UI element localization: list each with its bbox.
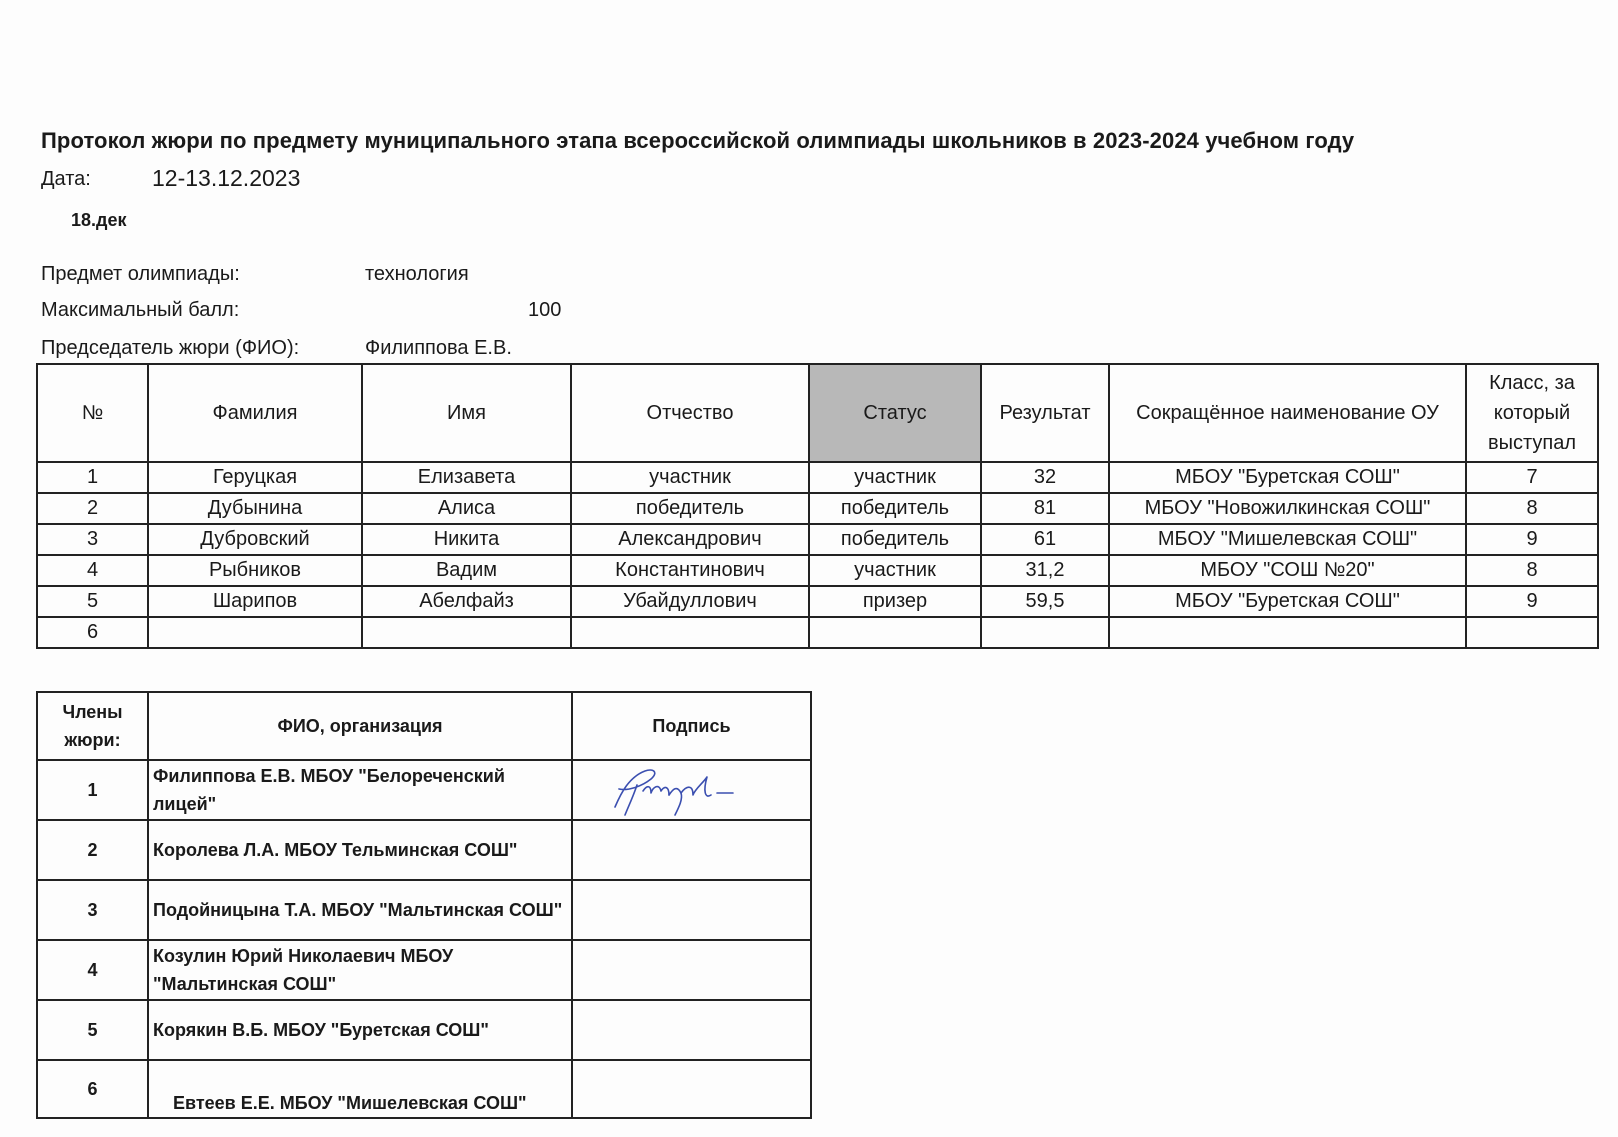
cell-name bbox=[362, 617, 571, 648]
table-row bbox=[37, 493, 1598, 524]
jury-row bbox=[37, 880, 811, 940]
cell-number: 1 bbox=[37, 462, 148, 493]
cell-grade: 8 bbox=[1466, 493, 1598, 524]
subject-value: технология bbox=[365, 263, 469, 285]
document-title: Протокол жюри по предмету муниципального этапа всероссийской олимпиады школьников в 2023-2024 учебном году bbox=[41, 128, 1355, 153]
cell-surname: Шарипов bbox=[148, 586, 362, 617]
jury-member: Евтеев Е.Е. МБОУ "Мишелевская СОШ" bbox=[148, 1060, 572, 1118]
cell-number: 2 bbox=[37, 493, 148, 524]
header-number: № bbox=[37, 364, 148, 462]
jury-row bbox=[37, 1060, 811, 1118]
cell-school: МБОУ "Мишелевская СОШ" bbox=[1109, 524, 1466, 555]
signature-cell bbox=[572, 1000, 811, 1060]
cell-status: победитель bbox=[809, 524, 981, 555]
header-result: Результат bbox=[981, 364, 1109, 462]
signature-cell bbox=[572, 820, 811, 880]
jury-row bbox=[37, 760, 811, 820]
date-note: 18.дек bbox=[71, 210, 127, 230]
header-patronymic: Отчество bbox=[571, 364, 809, 462]
jury-member: Корякин В.Б. МБОУ "Буретская СОШ" bbox=[148, 1000, 572, 1060]
header-signature: Подпись bbox=[572, 692, 811, 760]
cell-patronymic: Александрович bbox=[571, 524, 809, 555]
cell-grade bbox=[1466, 617, 1598, 648]
cell-result: 59,5 bbox=[981, 586, 1109, 617]
cell-school: МБОУ "Новожилкинская СОШ" bbox=[1109, 493, 1466, 524]
header-grade: Класс, за который выступал bbox=[1466, 364, 1598, 462]
subject-label: Предмет олимпиады: bbox=[41, 263, 240, 285]
cell-surname: Дубровский bbox=[148, 524, 362, 555]
cell-surname: Геруцкая bbox=[148, 462, 362, 493]
cell-status bbox=[809, 617, 981, 648]
handwritten-signature bbox=[607, 763, 767, 819]
table-row bbox=[37, 524, 1598, 555]
cell-number: 6 bbox=[37, 617, 148, 648]
cell-grade: 9 bbox=[1466, 524, 1598, 555]
cell-school bbox=[1109, 617, 1466, 648]
date-label: Дата: bbox=[41, 168, 91, 190]
jury-number: 1 bbox=[37, 760, 148, 820]
date-value: 12-13.12.2023 bbox=[152, 165, 301, 191]
jury-row bbox=[37, 1000, 811, 1060]
table-row bbox=[37, 617, 1598, 648]
cell-name: Алиса bbox=[362, 493, 571, 524]
jury-number: 5 bbox=[37, 1000, 148, 1060]
header-status: Статус bbox=[809, 364, 981, 462]
cell-school: МБОУ "Буретская СОШ" bbox=[1109, 586, 1466, 617]
jury-member: Филиппова Е.В. МБОУ "Белореченский лицей" bbox=[148, 760, 572, 820]
jury-number: 4 bbox=[37, 940, 148, 1000]
jury-number: 3 bbox=[37, 880, 148, 940]
chair-label: Председатель жюри (ФИО): bbox=[41, 337, 300, 359]
cell-surname bbox=[148, 617, 362, 648]
header-school: Сокращённое наименование ОУ bbox=[1109, 364, 1466, 462]
cell-number: 5 bbox=[37, 586, 148, 617]
jury-number: 2 bbox=[37, 820, 148, 880]
cell-patronymic bbox=[571, 617, 809, 648]
cell-result: 81 bbox=[981, 493, 1109, 524]
cell-number: 3 bbox=[37, 524, 148, 555]
jury-member: Козулин Юрий Николаевич МБОУ "Мальтинская СОШ" bbox=[148, 940, 572, 1000]
header-fio-organization: ФИО, организация bbox=[148, 692, 572, 760]
max-score-value: 100 bbox=[528, 299, 562, 321]
results-table bbox=[36, 363, 1599, 649]
jury-number: 6 bbox=[37, 1060, 148, 1118]
signature-cell bbox=[572, 880, 811, 940]
cell-name: Никита bbox=[362, 524, 571, 555]
jury-header-row bbox=[37, 692, 811, 760]
cell-surname: Дубынина bbox=[148, 493, 362, 524]
cell-status: победитель bbox=[809, 493, 981, 524]
cell-name: Вадим bbox=[362, 555, 571, 586]
jury-member: Подойницына Т.А. МБОУ "Мальтинская СОШ" bbox=[148, 880, 572, 940]
cell-surname: Рыбников bbox=[148, 555, 362, 586]
cell-school: МБОУ "Буретская СОШ" bbox=[1109, 462, 1466, 493]
header-surname: Фамилия bbox=[148, 364, 362, 462]
cell-patronymic: Константинович bbox=[571, 555, 809, 586]
table-row bbox=[37, 586, 1598, 617]
cell-status: участник bbox=[809, 462, 981, 493]
cell-status: участник bbox=[809, 555, 981, 586]
signature-cell bbox=[572, 760, 811, 820]
signature-cell bbox=[572, 1060, 811, 1118]
cell-status: призер bbox=[809, 586, 981, 617]
cell-name: Елизавета bbox=[362, 462, 571, 493]
cell-grade: 8 bbox=[1466, 555, 1598, 586]
jury-member: Королева Л.А. МБОУ Тельминская СОШ" bbox=[148, 820, 572, 880]
cell-patronymic: Убайдуллович bbox=[571, 586, 809, 617]
jury-row bbox=[37, 820, 811, 880]
max-score-label: Максимальный балл: bbox=[41, 299, 240, 321]
header-jury-members: Члены жюри: bbox=[37, 692, 148, 760]
cell-grade: 7 bbox=[1466, 462, 1598, 493]
cell-number: 4 bbox=[37, 555, 148, 586]
results-header-row bbox=[37, 364, 1598, 462]
cell-name: Абелфайз bbox=[362, 586, 571, 617]
header-name: Имя bbox=[362, 364, 571, 462]
signature-cell bbox=[572, 940, 811, 1000]
table-row bbox=[37, 462, 1598, 493]
cell-result bbox=[981, 617, 1109, 648]
cell-patronymic: победитель bbox=[571, 493, 809, 524]
jury-row bbox=[37, 940, 811, 1000]
cell-result: 31,2 bbox=[981, 555, 1109, 586]
jury-table bbox=[36, 691, 812, 1119]
cell-result: 32 bbox=[981, 462, 1109, 493]
cell-grade: 9 bbox=[1466, 586, 1598, 617]
chair-value: Филиппова Е.В. bbox=[365, 337, 512, 359]
cell-result: 61 bbox=[981, 524, 1109, 555]
cell-school: МБОУ "СОШ №20" bbox=[1109, 555, 1466, 586]
table-row bbox=[37, 555, 1598, 586]
cell-patronymic: участник bbox=[571, 462, 809, 493]
